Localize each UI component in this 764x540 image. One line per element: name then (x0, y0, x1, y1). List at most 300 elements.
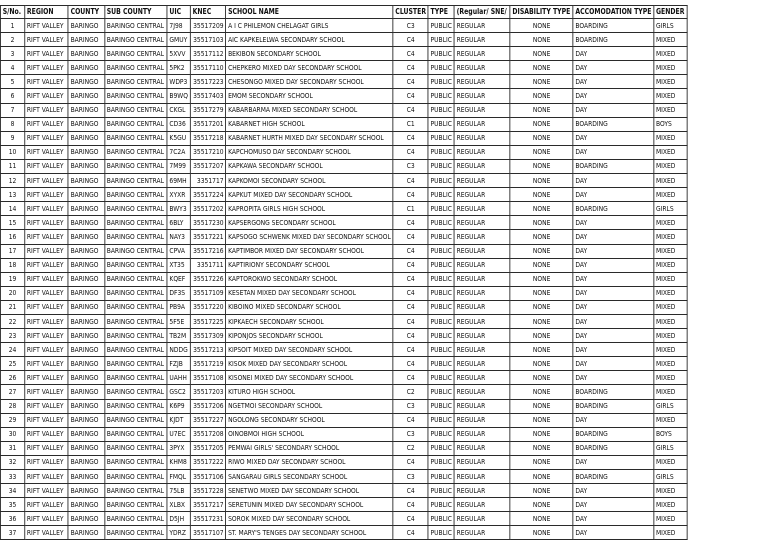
cell-uic: 6BLY (167, 216, 190, 230)
cell-disability-type: NONE (510, 498, 573, 512)
cell-serial-no: 16 (0, 230, 24, 244)
cell-disability-type: NONE (510, 470, 573, 484)
table-row (0, 470, 687, 484)
cell-uic: KQEF (167, 272, 190, 286)
cell-disability-type: NONE (510, 61, 573, 75)
cell-serial-no: 20 (0, 286, 24, 300)
schools-table (0, 5, 688, 540)
cell-type: PUBLIC (428, 258, 454, 272)
table-row (0, 427, 687, 441)
cell-region: RIFT VALLEY (25, 47, 69, 61)
table-row (0, 75, 687, 89)
cell-region: RIFT VALLEY (25, 89, 69, 103)
cell-serial-no: 6 (0, 89, 24, 103)
cell-type: PUBLIC (428, 498, 454, 512)
cell-county: BARINGO (68, 117, 104, 131)
cell-type: PUBLIC (428, 202, 454, 216)
cell-serial-no: 11 (0, 159, 24, 173)
cell-serial-no: 9 (0, 131, 24, 145)
table-row (0, 441, 687, 455)
cell-category: REGULAR (454, 498, 510, 512)
cell-school-name: KAPTIMBOR MIXED DAY SECONDARY SCHOOL (226, 244, 393, 258)
table-row (0, 329, 687, 343)
cell-county: BARINGO (68, 441, 104, 455)
cell-type: PUBLIC (428, 300, 454, 314)
cell-serial-no: 23 (0, 329, 24, 343)
cell-type: PUBLIC (428, 117, 454, 131)
table-row (0, 272, 687, 286)
cell-category: REGULAR (454, 216, 510, 230)
cell-disability-type: NONE (510, 33, 573, 47)
cell-county: BARINGO (68, 413, 104, 427)
cell-type: PUBLIC (428, 455, 454, 469)
cell-disability-type: NONE (510, 357, 573, 371)
cell-region: RIFT VALLEY (25, 216, 69, 230)
column-header-county: COUNTY (68, 6, 104, 19)
cell-county: BARINGO (68, 385, 104, 399)
cell-accommodation-type: DAY (573, 371, 654, 385)
table-row (0, 188, 687, 202)
cell-type: PUBLIC (428, 131, 454, 145)
cell-uic: 5PK2 (167, 61, 190, 75)
table-row (0, 258, 687, 272)
cell-school-name: CHESONGO MIXED DAY SECONDARY SCHOOL (226, 75, 393, 89)
cell-category: REGULAR (454, 230, 510, 244)
cell-school-name: KIBOINO MIXED SECONDARY SCHOOL (226, 300, 393, 314)
column-header-category: (Regular/ SNE/ (454, 6, 510, 19)
cell-knec: 35517222 (190, 455, 225, 469)
cell-knec: 35517202 (190, 202, 225, 216)
cell-serial-no: 2 (0, 33, 24, 47)
cell-category: REGULAR (454, 427, 510, 441)
cell-type: PUBLIC (428, 159, 454, 173)
cell-school-name: ST. MARY'S TENGES DAY SECONDARY SCHOOL (226, 526, 393, 540)
cell-sub-county: BARINGO CENTRAL (104, 174, 167, 188)
cell-accommodation-type: DAY (573, 61, 654, 75)
cell-school-name: KAPTIRIONY SECONDARY SCHOOL (226, 258, 393, 272)
cell-school-name: KIPKAECH SECONDARY SCHOOL (226, 314, 393, 328)
cell-category: REGULAR (454, 470, 510, 484)
cell-county: BARINGO (68, 216, 104, 230)
cell-sub-county: BARINGO CENTRAL (104, 230, 167, 244)
cell-region: RIFT VALLEY (25, 244, 69, 258)
cell-accommodation-type: DAY (573, 103, 654, 117)
cell-school-name: NGOLONG SECONDARY SCHOOL (226, 413, 393, 427)
cell-county: BARINGO (68, 33, 104, 47)
cell-accommodation-type: DAY (573, 174, 654, 188)
cell-knec: 35517203 (190, 385, 225, 399)
cell-region: RIFT VALLEY (25, 512, 69, 526)
cell-cluster: C4 (393, 47, 428, 61)
cell-uic: PB9A (167, 300, 190, 314)
cell-region: RIFT VALLEY (25, 75, 69, 89)
table-row (0, 314, 687, 328)
cell-school-name: OINOBMOI HIGH SCHOOL (226, 427, 393, 441)
cell-disability-type: NONE (510, 286, 573, 300)
cell-sub-county: BARINGO CENTRAL (104, 371, 167, 385)
cell-region: RIFT VALLEY (25, 286, 69, 300)
cell-county: BARINGO (68, 244, 104, 258)
cell-region: RIFT VALLEY (25, 145, 69, 159)
cell-school-name: A I C PHILEMON CHELAGAT GIRLS (226, 19, 393, 33)
cell-knec: 35517220 (190, 300, 225, 314)
cell-region: RIFT VALLEY (25, 131, 69, 145)
cell-accommodation-type: DAY (573, 230, 654, 244)
cell-type: PUBLIC (428, 314, 454, 328)
cell-serial-no: 5 (0, 75, 24, 89)
cell-category: REGULAR (454, 512, 510, 526)
cell-knec: 35517109 (190, 286, 225, 300)
cell-sub-county: BARINGO CENTRAL (104, 484, 167, 498)
cell-disability-type: NONE (510, 131, 573, 145)
cell-region: RIFT VALLEY (25, 174, 69, 188)
cell-gender: MIXED (654, 89, 687, 103)
cell-sub-county: BARINGO CENTRAL (104, 470, 167, 484)
cell-school-name: BEKIBON SECONDARY SCHOOL (226, 47, 393, 61)
cell-accommodation-type: DAY (573, 357, 654, 371)
cell-accommodation-type: DAY (573, 244, 654, 258)
cell-uic: XYXR (167, 188, 190, 202)
cell-cluster: C4 (393, 33, 428, 47)
cell-region: RIFT VALLEY (25, 159, 69, 173)
cell-county: BARINGO (68, 258, 104, 272)
cell-type: PUBLIC (428, 33, 454, 47)
cell-serial-no: 30 (0, 427, 24, 441)
cell-type: PUBLIC (428, 343, 454, 357)
cell-sub-county: BARINGO CENTRAL (104, 300, 167, 314)
cell-disability-type: NONE (510, 272, 573, 286)
cell-gender: BOYS (654, 427, 687, 441)
cell-region: RIFT VALLEY (25, 343, 69, 357)
table-row (0, 145, 687, 159)
cell-knec: 35517213 (190, 343, 225, 357)
cell-gender: GIRLS (654, 19, 687, 33)
cell-category: REGULAR (454, 413, 510, 427)
cell-category: REGULAR (454, 244, 510, 258)
cell-sub-county: BARINGO CENTRAL (104, 455, 167, 469)
cell-cluster: C4 (393, 103, 428, 117)
table-row (0, 357, 687, 371)
cell-category: REGULAR (454, 33, 510, 47)
cell-type: PUBLIC (428, 470, 454, 484)
cell-uic: U7EC (167, 427, 190, 441)
cell-accommodation-type: BOARDING (573, 427, 654, 441)
cell-knec: 3351717 (190, 174, 225, 188)
cell-uic: 75LB (167, 484, 190, 498)
cell-serial-no: 32 (0, 455, 24, 469)
cell-disability-type: NONE (510, 385, 573, 399)
column-header-sub-county: SUB COUNTY (104, 6, 167, 19)
cell-county: BARINGO (68, 272, 104, 286)
cell-serial-no: 37 (0, 526, 24, 540)
table-row (0, 455, 687, 469)
cell-cluster: C4 (393, 371, 428, 385)
cell-gender: GIRLS (654, 202, 687, 216)
cell-disability-type: NONE (510, 314, 573, 328)
table-row (0, 385, 687, 399)
cell-sub-county: BARINGO CENTRAL (104, 188, 167, 202)
cell-county: BARINGO (68, 47, 104, 61)
cell-accommodation-type: DAY (573, 526, 654, 540)
cell-serial-no: 31 (0, 441, 24, 455)
cell-cluster: C4 (393, 329, 428, 343)
cell-type: PUBLIC (428, 385, 454, 399)
cell-gender: MIXED (654, 385, 687, 399)
cell-school-name: RIWO MIXED DAY SECONDARY SCHOOL (226, 455, 393, 469)
cell-sub-county: BARINGO CENTRAL (104, 145, 167, 159)
cell-category: REGULAR (454, 314, 510, 328)
table-row (0, 413, 687, 427)
table-row (0, 103, 687, 117)
cell-category: REGULAR (454, 484, 510, 498)
cell-disability-type: NONE (510, 413, 573, 427)
cell-disability-type: NONE (510, 371, 573, 385)
cell-uic: KJDT (167, 413, 190, 427)
cell-school-name: SENETWO MIXED DAY SECONDARY SCHOOL (226, 484, 393, 498)
cell-school-name: PEMWAI GIRLS' SECONDARY SCHOOL (226, 441, 393, 455)
cell-sub-county: BARINGO CENTRAL (104, 526, 167, 540)
cell-region: RIFT VALLEY (25, 329, 69, 343)
cell-gender: MIXED (654, 329, 687, 343)
cell-knec: 3351711 (190, 258, 225, 272)
cell-serial-no: 19 (0, 272, 24, 286)
cell-uic: B9WQ (167, 89, 190, 103)
cell-cluster: C4 (393, 343, 428, 357)
cell-gender: MIXED (654, 216, 687, 230)
cell-uic: 5F5E (167, 314, 190, 328)
cell-accommodation-type: DAY (573, 286, 654, 300)
cell-gender: MIXED (654, 526, 687, 540)
cell-county: BARINGO (68, 399, 104, 413)
cell-category: REGULAR (454, 159, 510, 173)
cell-uic: XT35 (167, 258, 190, 272)
cell-category: REGULAR (454, 329, 510, 343)
cell-cluster: C4 (393, 131, 428, 145)
cell-sub-county: BARINGO CENTRAL (104, 159, 167, 173)
cell-knec: 35517107 (190, 526, 225, 540)
cell-region: RIFT VALLEY (25, 117, 69, 131)
cell-sub-county: BARINGO CENTRAL (104, 258, 167, 272)
cell-disability-type: NONE (510, 258, 573, 272)
cell-cluster: C2 (393, 385, 428, 399)
cell-category: REGULAR (454, 455, 510, 469)
cell-cluster: C1 (393, 117, 428, 131)
cell-knec: 35517228 (190, 484, 225, 498)
table-row (0, 286, 687, 300)
cell-category: REGULAR (454, 19, 510, 33)
cell-accommodation-type: DAY (573, 89, 654, 103)
table-row (0, 159, 687, 173)
cell-county: BARINGO (68, 314, 104, 328)
table-row (0, 484, 687, 498)
cell-county: BARINGO (68, 61, 104, 75)
cell-disability-type: NONE (510, 484, 573, 498)
cell-accommodation-type: DAY (573, 512, 654, 526)
cell-county: BARINGO (68, 343, 104, 357)
cell-uic: CKGL (167, 103, 190, 117)
cell-knec: 35517201 (190, 117, 225, 131)
cell-accommodation-type: DAY (573, 498, 654, 512)
cell-accommodation-type: DAY (573, 75, 654, 89)
cell-region: RIFT VALLEY (25, 427, 69, 441)
cell-type: PUBLIC (428, 371, 454, 385)
cell-cluster: C4 (393, 455, 428, 469)
cell-county: BARINGO (68, 357, 104, 371)
cell-accommodation-type: DAY (573, 272, 654, 286)
cell-type: PUBLIC (428, 286, 454, 300)
cell-disability-type: NONE (510, 512, 573, 526)
cell-type: PUBLIC (428, 512, 454, 526)
cell-accommodation-type: DAY (573, 314, 654, 328)
cell-category: REGULAR (454, 131, 510, 145)
cell-school-name: SOROK MIXED DAY SECONDARY SCHOOL (226, 512, 393, 526)
cell-county: BARINGO (68, 455, 104, 469)
cell-region: RIFT VALLEY (25, 61, 69, 75)
cell-disability-type: NONE (510, 399, 573, 413)
cell-knec: 35517208 (190, 427, 225, 441)
cell-accommodation-type: BOARDING (573, 159, 654, 173)
cell-region: RIFT VALLEY (25, 484, 69, 498)
cell-serial-no: 8 (0, 117, 24, 131)
cell-sub-county: BARINGO CENTRAL (104, 498, 167, 512)
cell-gender: MIXED (654, 286, 687, 300)
cell-category: REGULAR (454, 371, 510, 385)
cell-region: RIFT VALLEY (25, 33, 69, 47)
cell-accommodation-type: DAY (573, 258, 654, 272)
cell-uic: UAHH (167, 371, 190, 385)
cell-sub-county: BARINGO CENTRAL (104, 117, 167, 131)
cell-cluster: C4 (393, 512, 428, 526)
cell-county: BARINGO (68, 202, 104, 216)
cell-region: RIFT VALLEY (25, 385, 69, 399)
cell-school-name: KISOK MIXED DAY SECONDARY SCHOOL (226, 357, 393, 371)
cell-region: RIFT VALLEY (25, 272, 69, 286)
cell-county: BARINGO (68, 526, 104, 540)
cell-gender: MIXED (654, 413, 687, 427)
cell-cluster: C4 (393, 300, 428, 314)
cell-school-name: KAPKOMOI SECONDARY SCHOOL (226, 174, 393, 188)
cell-knec: 35517230 (190, 216, 225, 230)
cell-county: BARINGO (68, 230, 104, 244)
cell-region: RIFT VALLEY (25, 188, 69, 202)
cell-disability-type: NONE (510, 455, 573, 469)
cell-category: REGULAR (454, 103, 510, 117)
cell-county: BARINGO (68, 188, 104, 202)
cell-uic: NDDG (167, 343, 190, 357)
table-row (0, 216, 687, 230)
cell-region: RIFT VALLEY (25, 413, 69, 427)
cell-gender: MIXED (654, 159, 687, 173)
cell-gender: MIXED (654, 47, 687, 61)
cell-category: REGULAR (454, 526, 510, 540)
cell-gender: BOYS (654, 117, 687, 131)
cell-school-name: CHEPKERO MIXED DAY SECONDARY SCHOOL (226, 61, 393, 75)
cell-school-name: KAPSERGONG SECONDARY SCHOOL (226, 216, 393, 230)
cell-cluster: C4 (393, 413, 428, 427)
cell-category: REGULAR (454, 286, 510, 300)
cell-region: RIFT VALLEY (25, 371, 69, 385)
cell-uic: GSC2 (167, 385, 190, 399)
cell-region: RIFT VALLEY (25, 498, 69, 512)
cell-category: REGULAR (454, 441, 510, 455)
cell-gender: MIXED (654, 131, 687, 145)
cell-school-name: NGETMOI SECONDARY SCHOOL (226, 399, 393, 413)
table-row (0, 512, 687, 526)
cell-county: BARINGO (68, 131, 104, 145)
cell-disability-type: NONE (510, 174, 573, 188)
cell-category: REGULAR (454, 47, 510, 61)
cell-uic: 69MH (167, 174, 190, 188)
cell-sub-county: BARINGO CENTRAL (104, 343, 167, 357)
cell-serial-no: 29 (0, 413, 24, 427)
cell-school-name: KESETAN MIXED DAY SECONDARY SCHOOL (226, 286, 393, 300)
cell-accommodation-type: DAY (573, 329, 654, 343)
cell-type: PUBLIC (428, 145, 454, 159)
cell-cluster: C1 (393, 202, 428, 216)
cell-type: PUBLIC (428, 329, 454, 343)
cell-sub-county: BARINGO CENTRAL (104, 103, 167, 117)
cell-cluster: C4 (393, 145, 428, 159)
cell-accommodation-type: DAY (573, 47, 654, 61)
cell-school-name: KABARNET HIGH SCHOOL (226, 117, 393, 131)
cell-serial-no: 1 (0, 19, 24, 33)
table-row (0, 117, 687, 131)
cell-gender: MIXED (654, 230, 687, 244)
cell-cluster: C4 (393, 216, 428, 230)
cell-category: REGULAR (454, 75, 510, 89)
cell-serial-no: 33 (0, 470, 24, 484)
cell-sub-county: BARINGO CENTRAL (104, 19, 167, 33)
cell-disability-type: NONE (510, 216, 573, 230)
cell-serial-no: 10 (0, 145, 24, 159)
table-row (0, 244, 687, 258)
cell-region: RIFT VALLEY (25, 300, 69, 314)
cell-disability-type: NONE (510, 89, 573, 103)
cell-knec: 35517309 (190, 329, 225, 343)
cell-category: REGULAR (454, 174, 510, 188)
cell-type: PUBLIC (428, 441, 454, 455)
cell-sub-county: BARINGO CENTRAL (104, 202, 167, 216)
cell-disability-type: NONE (510, 244, 573, 258)
cell-category: REGULAR (454, 145, 510, 159)
cell-uic: DF3S (167, 286, 190, 300)
cell-school-name: KISONEI MIXED DAY SECONDARY SCHOOL (226, 371, 393, 385)
cell-serial-no: 24 (0, 343, 24, 357)
cell-gender: MIXED (654, 61, 687, 75)
cell-gender: MIXED (654, 33, 687, 47)
cell-gender: MIXED (654, 512, 687, 526)
cell-sub-county: BARINGO CENTRAL (104, 89, 167, 103)
cell-accommodation-type: BOARDING (573, 19, 654, 33)
cell-accommodation-type: BOARDING (573, 117, 654, 131)
cell-sub-county: BARINGO CENTRAL (104, 427, 167, 441)
cell-gender: MIXED (654, 484, 687, 498)
cell-accommodation-type: DAY (573, 455, 654, 469)
cell-sub-county: BARINGO CENTRAL (104, 512, 167, 526)
cell-knec: 35517226 (190, 272, 225, 286)
cell-serial-no: 34 (0, 484, 24, 498)
cell-type: PUBLIC (428, 399, 454, 413)
cell-serial-no: 36 (0, 512, 24, 526)
cell-uic: KHM8 (167, 455, 190, 469)
cell-cluster: C3 (393, 399, 428, 413)
cell-serial-no: 13 (0, 188, 24, 202)
cell-disability-type: NONE (510, 427, 573, 441)
cell-knec: 35517217 (190, 498, 225, 512)
cell-disability-type: NONE (510, 117, 573, 131)
cell-category: REGULAR (454, 399, 510, 413)
cell-gender: MIXED (654, 103, 687, 117)
